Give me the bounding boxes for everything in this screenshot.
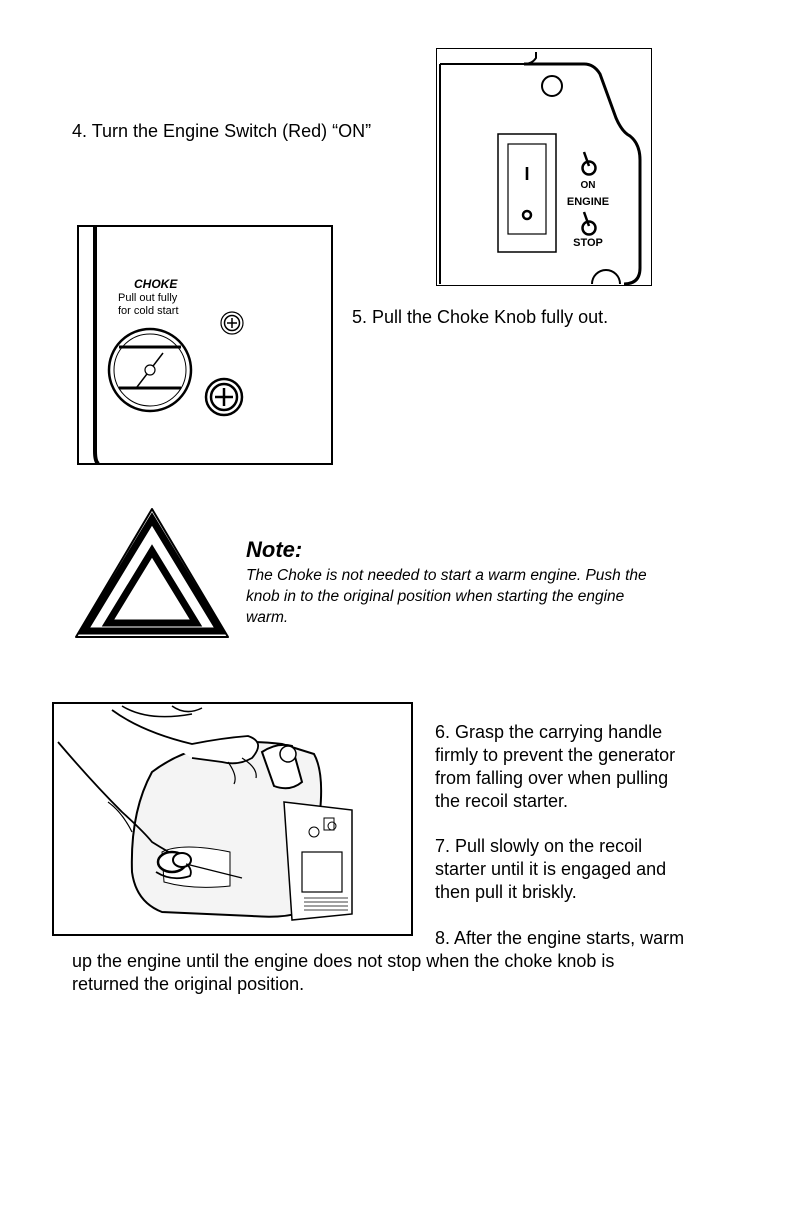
note-body bbox=[246, 565, 726, 628]
step-6-line-3: from falling over when pulling bbox=[435, 768, 669, 788]
step-8-line-3: returned the original position. bbox=[72, 974, 305, 994]
step-7-text bbox=[435, 835, 735, 904]
choke-subtitle-line-2: for cold start bbox=[118, 305, 179, 317]
step-6-line-1: 6. Grasp the carrying handle bbox=[435, 722, 663, 742]
large-screw-icon bbox=[206, 379, 242, 415]
step-6-line-4: the recoil starter. bbox=[435, 791, 569, 811]
small-screw-icon bbox=[221, 312, 243, 334]
choke-subtitle-line-1: Pull out fully bbox=[118, 292, 178, 304]
choke-knob-icon bbox=[109, 329, 191, 411]
stop-label: STOP bbox=[573, 237, 603, 249]
step-8-line-2: up the engine until the engine does not stop when the choke knob is bbox=[72, 951, 615, 971]
step-6-line-2: firmly to prevent the generator bbox=[435, 745, 676, 765]
step-8-line-1: 8. After the engine starts, warm bbox=[435, 928, 685, 948]
step-4-text: 4. Turn the Engine Switch (Red) “ON” bbox=[72, 121, 372, 141]
note-line-1: The Choke is not needed to start a warm engine. Push the bbox=[246, 567, 647, 584]
choke-subtitle bbox=[118, 292, 179, 318]
on-label: ON bbox=[580, 180, 596, 191]
choke-title: CHOKE bbox=[134, 277, 178, 291]
engine-label: ENGINE bbox=[566, 196, 610, 208]
step-7-line-3: then pull it briskly. bbox=[435, 882, 577, 902]
step-8-text bbox=[72, 927, 752, 996]
switch-on-symbol: I bbox=[524, 164, 530, 184]
note-line-3: warm. bbox=[246, 609, 289, 626]
note-title: Note: bbox=[246, 537, 303, 562]
step-5-text: 5. Pull the Choke Knob fully out. bbox=[352, 307, 609, 327]
engine-switch-panel-illustration bbox=[436, 48, 652, 286]
note-line-2: knob in to the original position when starting the engine bbox=[246, 588, 625, 605]
step-7-line-1: 7. Pull slowly on the recoil bbox=[435, 836, 643, 856]
warning-triangle-icon bbox=[72, 505, 232, 641]
screw-hole-icon bbox=[542, 76, 562, 96]
step-6-text bbox=[435, 721, 735, 813]
choke-panel-illustration bbox=[77, 225, 333, 465]
generator-pull-start-illustration bbox=[52, 702, 413, 936]
step-7-line-2: starter until it is engaged and bbox=[435, 859, 667, 879]
